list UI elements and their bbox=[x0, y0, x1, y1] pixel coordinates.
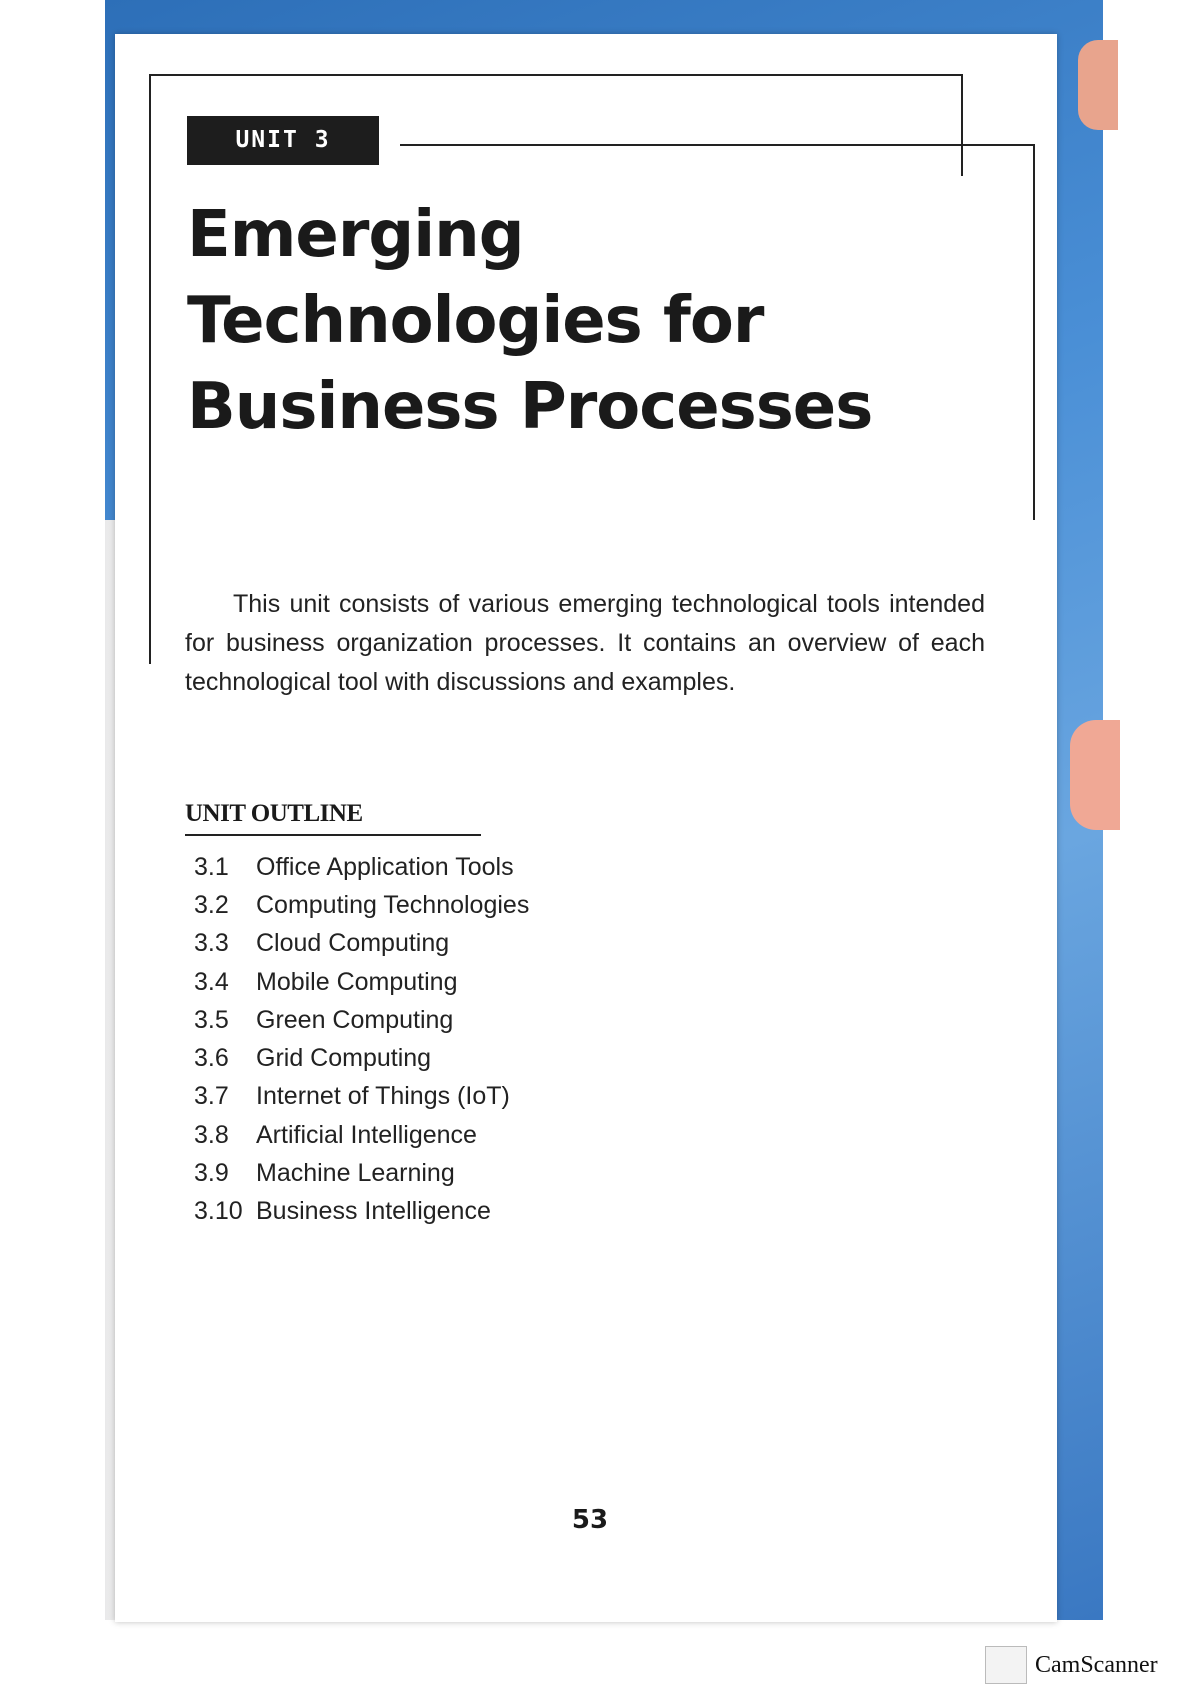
page-number: 53 bbox=[571, 1505, 609, 1535]
finger-middle bbox=[1070, 720, 1120, 830]
outline-item-number: 3.9 bbox=[194, 1159, 229, 1188]
camscanner-watermark bbox=[985, 1645, 1158, 1685]
outline-item-label: Internet of Things (IoT) bbox=[256, 1082, 510, 1111]
outline-item bbox=[194, 1001, 714, 1039]
finger-top bbox=[1078, 40, 1118, 130]
outline-item-label: Mobile Computing bbox=[256, 967, 458, 996]
header-rule-right bbox=[1033, 144, 1035, 520]
outline-item bbox=[194, 1154, 714, 1192]
outline-item bbox=[194, 886, 714, 924]
outline-item-label: Artificial Intelligence bbox=[256, 1120, 477, 1149]
outline-item bbox=[194, 925, 714, 963]
title-line: Business Processes bbox=[187, 370, 873, 444]
title-line: Technologies for bbox=[187, 284, 764, 358]
outline-item-label: Machine Learning bbox=[256, 1159, 455, 1188]
intro-paragraph: This unit consists of various emerging technological tools intended for business organization processes. It contains an overview of each technological tool with discussions and examples. bbox=[185, 590, 985, 696]
outline-heading: UNIT OUTLINE bbox=[185, 800, 363, 827]
outline-item bbox=[194, 1193, 714, 1231]
page-title bbox=[187, 192, 947, 450]
outline-item-number: 3.4 bbox=[194, 967, 229, 996]
outline-item-number: 3.10 bbox=[194, 1197, 243, 1226]
outline-item-number: 3.7 bbox=[194, 1082, 229, 1111]
outline-item bbox=[194, 848, 714, 886]
header-rule bbox=[400, 144, 1033, 146]
outline-item-number: 3.1 bbox=[194, 852, 229, 881]
outline-item bbox=[194, 963, 714, 1001]
outline-item-number: 3.5 bbox=[194, 1005, 229, 1034]
outline-item-label: Office Application Tools bbox=[256, 852, 514, 881]
outline-item-label: Business Intelligence bbox=[256, 1197, 491, 1226]
outline-item-number: 3.2 bbox=[194, 890, 229, 919]
outline-item-label: Grid Computing bbox=[256, 1044, 432, 1073]
outline-item bbox=[194, 1116, 714, 1154]
outline-item bbox=[194, 1039, 714, 1077]
camscanner-text: CamScanner bbox=[1035, 1651, 1158, 1678]
outline-item-number: 3.8 bbox=[194, 1120, 229, 1149]
title-line: Emerging bbox=[187, 198, 524, 272]
outline-list bbox=[194, 848, 714, 1231]
outline-rule bbox=[185, 834, 481, 836]
frame-left-rule bbox=[149, 74, 151, 664]
outline-item bbox=[194, 1078, 714, 1116]
unit-badge: UNIT 3 bbox=[187, 116, 379, 165]
outline-item-label: Computing Technologies bbox=[256, 890, 530, 919]
outline-item-label: Cloud Computing bbox=[256, 929, 450, 958]
camscanner-logo-icon bbox=[985, 1646, 1027, 1684]
outline-item-label: Green Computing bbox=[256, 1005, 454, 1034]
outline-item-number: 3.3 bbox=[194, 929, 229, 958]
outline-item-number: 3.6 bbox=[194, 1044, 229, 1073]
